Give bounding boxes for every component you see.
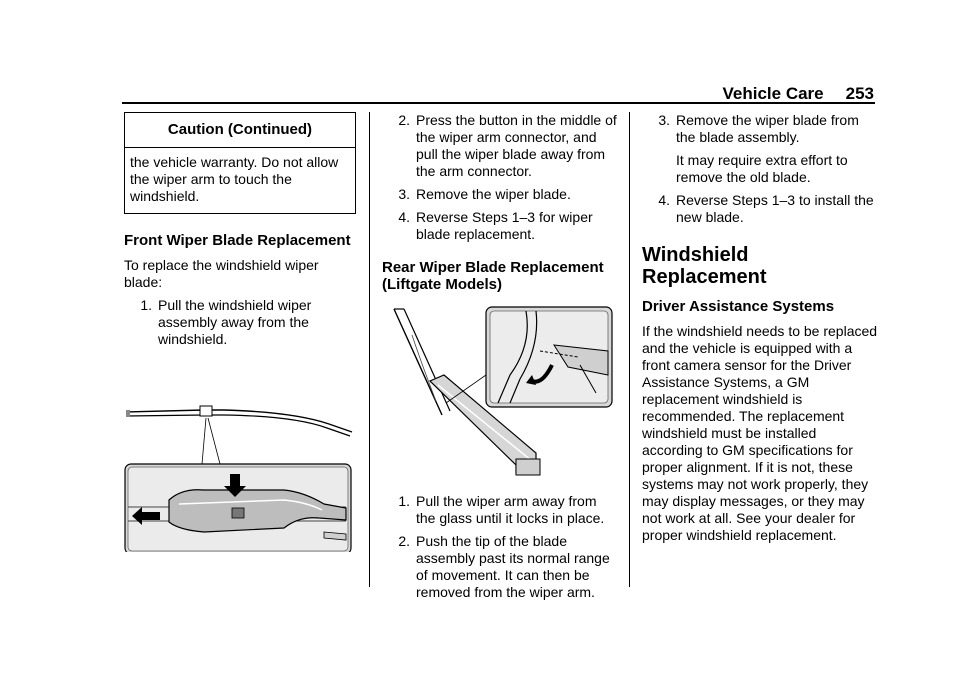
list-item: 3. Remove the wiper blade. [398, 186, 571, 202]
column-divider-2 [629, 112, 630, 587]
column-1 [124, 112, 356, 552]
rear-wiper-note: It may require extra effort to remove the old blade. [676, 152, 848, 185]
page-header [723, 84, 875, 104]
list-item: 4. Reverse Steps 1–3 to install the new blade. [658, 192, 874, 225]
caution-title: Caution (Continued) [125, 113, 355, 148]
list-item: 4. Reverse Steps 1–3 for wiper blade replacement. [398, 209, 593, 242]
caution-text: the vehicle warranty. Do not allow the wiper arm to touch the windshield. [130, 154, 339, 204]
caution-box [124, 112, 356, 214]
windshield-heading: Windshield Replacement [642, 244, 767, 288]
list-item: 2. Push the tip of the blade assembly past its normal range of movement. It can then be removed from the wiper arm. [398, 533, 610, 600]
page-number: 253 [845, 84, 874, 103]
rear-wiper-illustration [382, 305, 616, 487]
front-wiper-intro: To replace the windshield wiper blade: [124, 257, 319, 290]
list-item: 1. Pull the wiper arm away from the glass until it locks in place. [398, 493, 605, 526]
windshield-text: If the windshield needs to be replaced and the vehicle is equipped with a front camera sensor for the Driver Assistance Systems, a GM replacement windshield is recommended. The replacement windshield must be installed according to GM specifications for proper alignment. If it is not, these systems may not work properly, they may display messages, or they may not work at all. See your dealer for proper windshield replacement. [642, 323, 878, 543]
rear-wiper-heading: Rear Wiper Blade Replacement (Liftgate Models) [382, 259, 604, 293]
front-wiper-heading: Front Wiper Blade Replacement [124, 232, 351, 249]
column-3 [642, 112, 878, 544]
column-divider-1 [369, 112, 370, 587]
column-2 [382, 112, 618, 601]
front-wiper-illustration [124, 382, 356, 552]
list-item: 1. Pull the windshield wiper assembly away from the windshield. [140, 297, 312, 347]
section-title: Vehicle Care [722, 84, 824, 103]
driver-assistance-heading: Driver Assistance Systems [642, 298, 835, 315]
header-rule [122, 102, 875, 104]
list-item: 2. Press the button in the middle of the wiper arm connector, and pull the wiper blade away from the arm connector. [398, 112, 617, 179]
list-item: 3. Remove the wiper blade from the blade assembly. [658, 112, 859, 145]
